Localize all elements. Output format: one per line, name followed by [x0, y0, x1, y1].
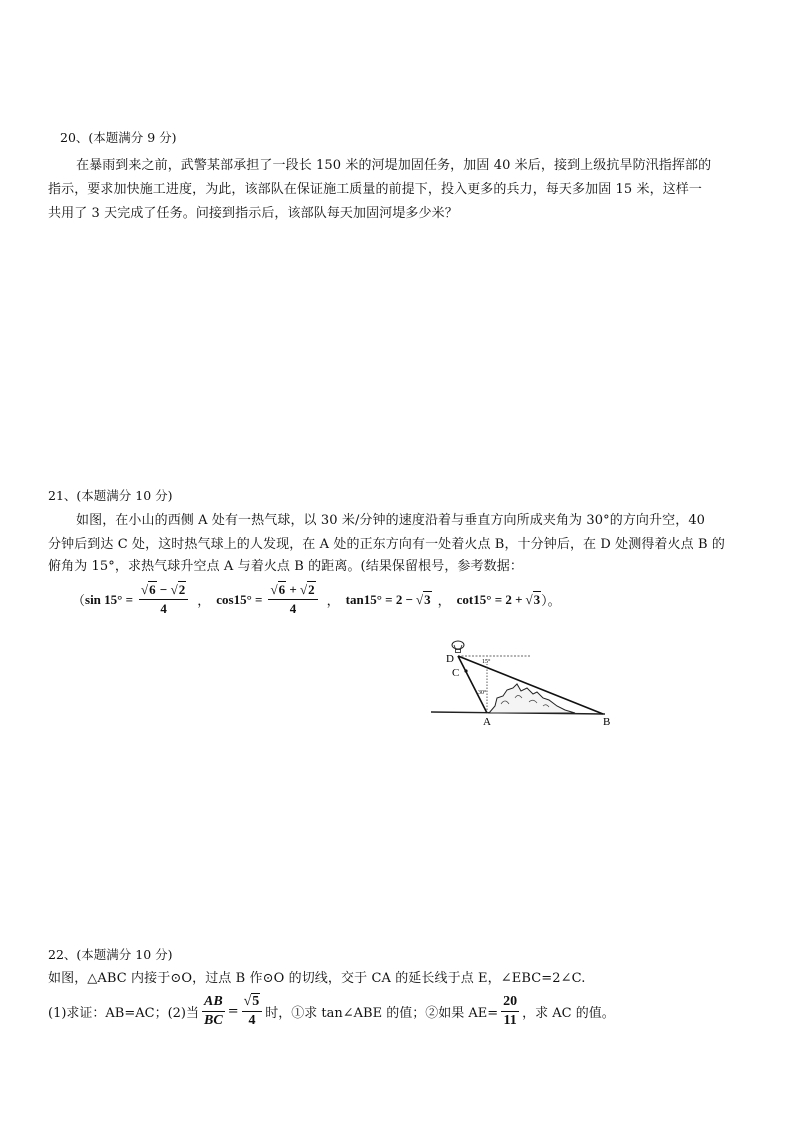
angle-15-label: 15° — [482, 659, 491, 665]
cos-fraction: $\frac{√6 + √2}{4}$ — [268, 582, 317, 617]
tan-label: tan15° = 2 − — [345, 591, 413, 607]
q21-figure — [425, 636, 625, 728]
formula-close-paren: ）。 — [541, 593, 561, 608]
hot-air-balloon-icon — [452, 641, 464, 653]
sin-label: sin 15° = — [85, 591, 134, 607]
q22-part-1: (1)求证：AB=AC；(2)当 — [48, 1006, 199, 1021]
label-d: D — [446, 653, 454, 665]
q21-line-3: 俯角为 15°，求热气球升空点 A 与着火点 B 的距离。(结果保留根号，参考数据： — [48, 559, 523, 574]
tan-root: √3 — [415, 591, 431, 607]
root5-over-4-fraction: $\frac{√5}{4}$ — [242, 994, 263, 1029]
ab-over-bc-fraction: $\frac{AB}{BC}$ — [204, 994, 223, 1028]
cos-label: cos15° = — [216, 591, 263, 607]
q21-header: 21、(本题满分 10 分) — [48, 488, 173, 503]
q22-line-1: 如图，△ABC 内接于⊙O，过点 B 作⊙O 的切线，交于 CA 的延长线于点 E，∠EBC=2∠C. — [48, 971, 586, 986]
q20-line-1: 在暴雨到来之前，武警某部承担了一段长 150 米的河堤加固任务，加固 40 米后，接到上级抗旱防汛指挥部的 — [76, 158, 712, 173]
q20-header: 20、(本题满分 9 分) — [60, 130, 177, 145]
formula-open-paren: （ — [72, 593, 86, 608]
q20-line-3: 共用了 3 天完成了任务。问接到指示后，该部队每天加固河堤多少米？ — [48, 206, 458, 221]
q21-line-2: 分钟后到达 C 处，这时热气球上的人发现，在 A 处的正东方向有一处着火点 B，十分钟后，在 D 处测得着火点 B 的 — [48, 537, 725, 552]
q22-part-3: ，求 AC 的值。 — [522, 1006, 615, 1021]
cot-root: √3 — [525, 591, 541, 607]
label-b: B — [603, 716, 611, 728]
ae-value-fraction: $\frac{20}{11}$ — [503, 994, 518, 1028]
q22-part-2: 时，①求 tan∠ABE 的值；②如果 AE= — [265, 1006, 499, 1021]
equals-sign: = — [227, 1004, 239, 1019]
q22-header: 22、(本题满分 10 分) — [48, 947, 173, 962]
angle-30-label: 30° — [478, 690, 487, 696]
q21-reference-formulas: （ sin 15° = $\frac{√6 - √2}{4}$ ， cos15° = $\frac{√6 + √2}{4}$ ， tan15° = 2 − √3 ， cot15° = 2 + √3 ）。 — [72, 582, 561, 616]
cot-label: cot15° = 2 + — [456, 591, 523, 607]
sin-fraction: $\frac{√6 - √2}{4}$ — [139, 582, 188, 617]
q20-line-2: 指示，要求加快施工进度，为此，该部队在保证施工质量的前提下，投入更多的兵力，每天多加固 15 米，这样一 — [48, 182, 703, 197]
label-a: A — [483, 716, 491, 728]
q22-line-2 — [48, 994, 615, 1029]
q21-line-1: 如图，在小山的西侧 A 处有一热气球，以 30 米/分钟的速度沿着与垂直方向所成夹角为 30°的方向升空，40 — [76, 513, 706, 528]
label-c: C — [452, 667, 460, 679]
point-c-marker — [464, 669, 467, 672]
